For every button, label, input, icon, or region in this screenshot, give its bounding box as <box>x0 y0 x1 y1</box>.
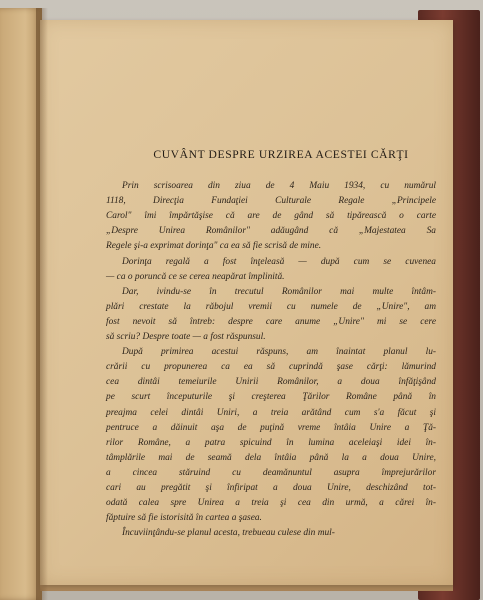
text-line: crării cu propunerea ca ea să cuprindă şase cărţi: lămurind <box>106 362 436 373</box>
text-line: preajma celei dintâi Uniri, a treia arătând cum s'a făcut şi <box>106 407 436 418</box>
text-line: odată calea spre Unirea a treia şi cea din urmă, a cărei în- <box>106 498 436 509</box>
text-line: fost nevoit să întreb: despre care anume „Unire" mi se cere <box>106 316 436 327</box>
text-line: cari au pregătit şi înfiripat a doua Unire, deschizând tot- <box>106 483 436 493</box>
text-line: făptuire să fie istorisită în cartea a şasea. <box>106 513 262 524</box>
text-line: „Despre Unirea Românilor" adăugând că „Majestatea Sa <box>106 226 436 237</box>
text-line: Încuviinţându-se planul acesta, trebueau culese din mul- <box>122 528 335 539</box>
text-line: 1118, Direcţia Fundaţiei Culturale Regale „Principele <box>106 196 436 207</box>
book-page <box>40 20 453 585</box>
text-line: plări crestate la răbojul vremii cu numele de „Unire", am <box>106 301 436 312</box>
text-line: — ca o poruncă ce se cerea neapărat împlinită. <box>106 271 285 282</box>
text-line: După primirea acestui răspuns, am înaintat planul lu- <box>122 347 436 358</box>
text-line: Dar, ivindu-se în trecutul Românilor mai multe întâm- <box>122 286 436 297</box>
text-line: Dorinţa regală a fost înţeleasă — după cum se cuvenea <box>122 256 436 267</box>
text-line: pentruce a dăinuit aşa de puţină vreme întâia Unire a Ţă- <box>106 422 436 433</box>
text-line: pe scurt începuturile şi creşterea Ţărilor Române până în <box>106 392 436 403</box>
text-line: cea dintâi temeiurile Unirii Românilor, a doua înfăţişând <box>106 377 436 388</box>
text-line: tâmplările mai de seamă dela întâia până la a doua Unire, <box>106 452 436 463</box>
text-line: Regele şi-a exprimat dorinţa" ca ea să fie scrisă de mine. <box>106 241 322 252</box>
text-line: Carol" îmi împărtăşise că are de gând să tipărească o carte <box>106 211 436 222</box>
text-line: a cincea stăruind cu deamănuntul asupra împrejurărilor <box>106 467 436 478</box>
text-line: rilor Române, a patra spicuind în lumina aceleiaşi idei în- <box>106 437 436 448</box>
text-line: Prin scrisoarea din ziua de 4 Maiu 1934, cu numărul <box>122 181 436 191</box>
text-line: să scriu? Despre toate — a fost răspunsul. <box>106 332 266 342</box>
book-gutter-shadow <box>36 8 48 600</box>
chapter-heading: CUVÂNT DESPRE URZIREA ACESTEI CĂRŢI <box>153 148 409 161</box>
